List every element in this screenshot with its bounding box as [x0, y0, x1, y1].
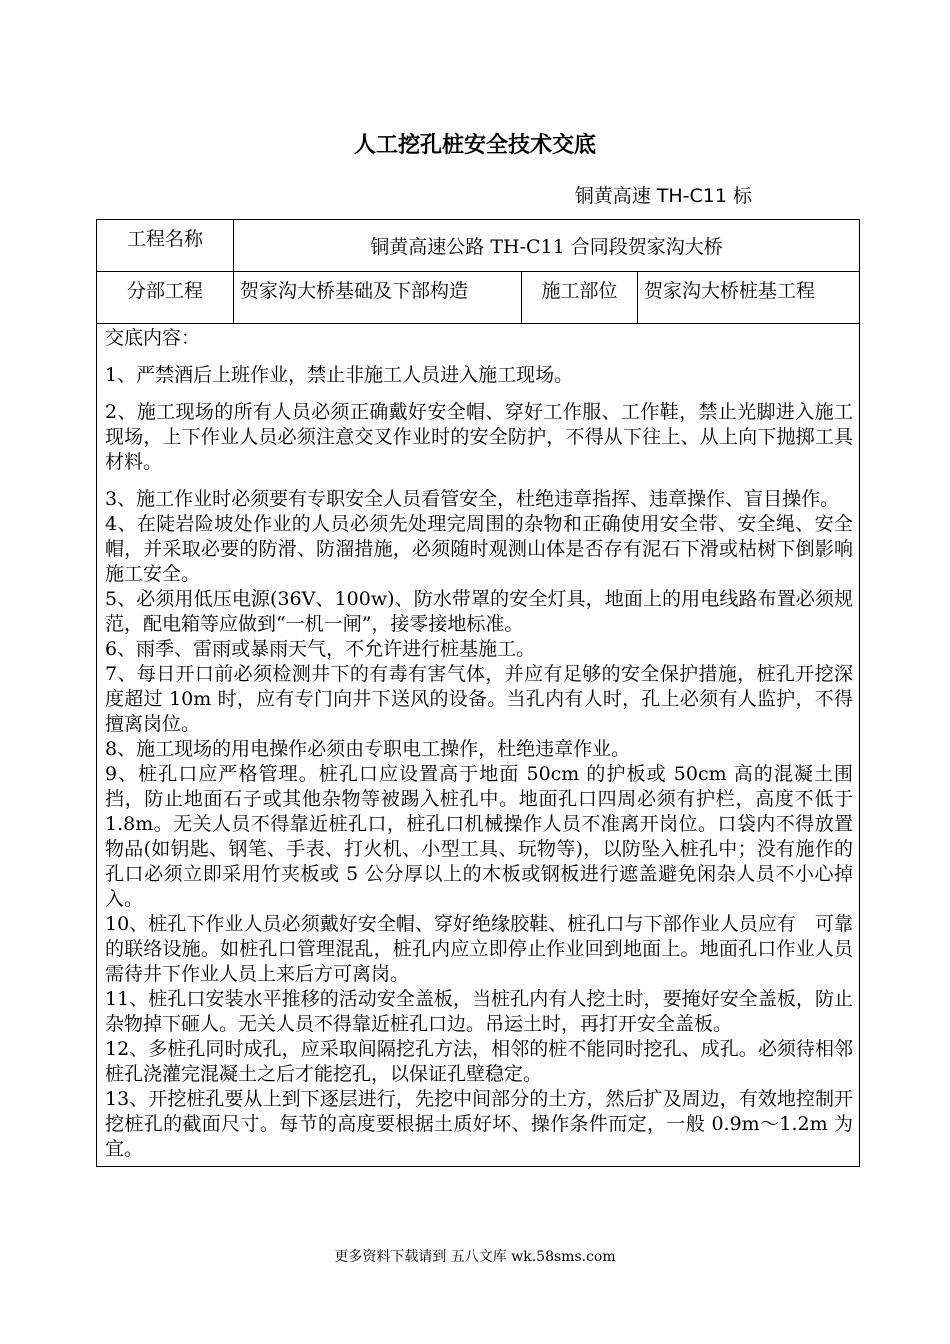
list-item: 12、多桩孔同时成孔，应采取间隔挖孔方法，相邻的桩不能同时挖孔、成孔。必须待相邻桩孔浇灌完混凝土之后才能挖孔，以保证孔壁稳定。 [105, 1038, 854, 1085]
location-text: 贺家沟大桥桩基工程 [644, 280, 816, 302]
content-label: 交底内容： [105, 327, 201, 349]
project-name-row [97, 220, 860, 272]
list-item: 11、桩孔口安装水平推移的活动安全盖板，当桩孔内有人挖土时，要掩好安全盖板，防止杂物掉下砸人。无关人员不得靠近桩孔口边。吊运土时，再打开安全盖板。 [105, 988, 854, 1035]
list-item: 9、桩孔口应严格管理。桩孔口应设置高于地面 50cm 的护板或 50cm 高的混凝土围挡，防止地面石子或其他杂物等被踢入桩孔中。地面孔口四周必须有护栏，高度不低于 1.8m。无关人员不得靠近桩孔口，桩孔口机械操作人员不准离开岗位。口袋内不得放置物品(如钥匙、钢笔、手表、打火机、小型工具、玩物等)，以防坠入桩孔中；没有施作的孔口必须立即采用竹夹板或 5 公分厚以上的木板或钢板进行遮盖避免闲杂人员不小心掉入。 [105, 763, 854, 910]
sub-project-value [234, 272, 522, 324]
section-code: 铜黄高速 TH-C11 标 [574, 185, 752, 207]
list-item: 4、在陡岩险坡处作业的人员必须先处理完周围的杂物和正确使用安全带、安全绳、安全帽，并采取必要的防滑、防溜措施，必须随时观测山体是否存有泥石下滑或枯树下倒影响施工安全。 [105, 513, 854, 585]
project-name-label: 工程名称 [97, 220, 234, 272]
list-item: 7、每日开口前必须检测井下的有毒有害气体，并应有足够的安全保护措施，桩孔开挖深度超过 10m 时，应有专门向井下送风的设备。当孔内有人时，孔上必须有人监护，不得擅离岗位。 [105, 663, 854, 735]
location-label: 施工部位 [522, 272, 638, 324]
list-item: 2、施工现场的所有人员必须正确戴好安全帽、穿好工作服、工作鞋，禁止光脚进入施工现场，上下作业人员必须注意交叉作业时的安全防护，不得从下往上、从上向下抛掷工具材料。 [105, 401, 854, 473]
content-cell [97, 324, 860, 1167]
sub-project-text: 贺家沟大桥基础及下部构造 [240, 280, 469, 302]
list-item: 1、严禁酒后上班作业，禁止非施工人员进入施工现场。 [105, 364, 574, 386]
list-item: 6、雨季、雷雨或暴雨天气，不允许进行桩基施工。 [105, 638, 536, 660]
disclosure-table [96, 219, 860, 1167]
footer-text: 更多资料下载请到 五八文库 wk.58sms.com [334, 1249, 616, 1265]
sub-project-row [97, 272, 860, 324]
sub-project-label: 分部工程 [97, 272, 234, 324]
project-name-text: 铜黄高速公路 TH-C11 合同段贺家沟大桥 [370, 236, 723, 258]
list-item: 10、桩孔下作业人员必须戴好安全帽、穿好绝缘胶鞋、桩孔口与下部作业人员应有 可靠的联络设施。如桩孔口管理混乱，桩孔内应立即停止作业回到地面上。地面孔口作业人员需待井下作业人员上来后方可离岗。 [105, 913, 854, 985]
list-item: 5、必须用低压电源(36V、100w)、防水带罩的安全灯具，地面上的用电线路布置必须规范，配电箱等应做到“一机一闸”，接零接地标准。 [105, 588, 854, 635]
project-name-value [234, 220, 860, 272]
content-row [97, 324, 860, 1167]
location-value [638, 272, 860, 324]
list-item: 13、开挖桩孔要从上到下逐层进行，先挖中间部分的土方，然后扩及周边，有效地控制开挖桩孔的截面尺寸。每节的高度要根据土质好坏、操作条件而定，一般 0.9m～1.2m 为宜。 [105, 1088, 854, 1160]
page-title: 人工挖孔桩安全技术交底 [353, 133, 596, 158]
list-item: 8、施工现场的用电操作必须由专职电工操作，杜绝违章作业。 [105, 738, 631, 760]
list-item: 3、施工作业时必须要有专职安全人员看管安全，杜绝违章指挥、违章操作、盲目操作。 [105, 488, 840, 510]
